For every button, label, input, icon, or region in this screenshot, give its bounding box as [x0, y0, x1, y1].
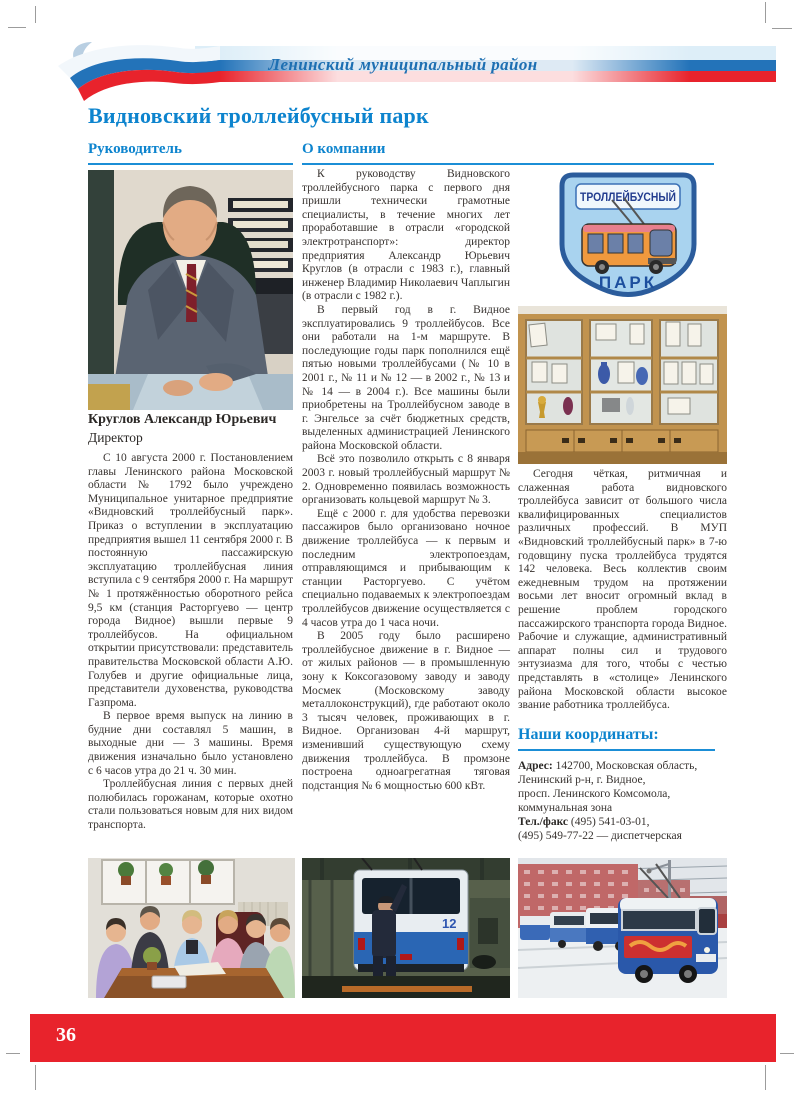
contact-phone-line: (495) 549-77-22 — диспетчерская — [518, 830, 682, 842]
logo-line1: ТРОЛЛЕЙБУСНЫЙ — [580, 190, 692, 204]
company-column-text — [302, 168, 510, 793]
paragraph: Сегодня чёткая, ритмичная и слаженная работа видновского троллейбуса зависит от большого числа квалифицированных специалистов различных профессий. В МУП «Видновский троллейбусный парк» в 7-ю годовщину пуска троллейбуса трудятся 142 человека. Весь коллектив своим ежедневным трудом на протяжении восьми лет вносит огромный вклад в решение проблем городского пассажирского транспорта города Видное. Рабочие и служащие, административный аппарат полны сил и трудового энтузиазма для того, чтобы с честью представлять в «столице» Ленинского района Московской области высокое звание работника троллейбуса. — [518, 468, 727, 712]
logo-line2: ПАРК — [598, 273, 658, 292]
director-name: Круглов Александр Юрьевич — [88, 412, 277, 427]
district-band-title: Ленинский муниципальный район — [268, 55, 538, 74]
leader-column-text — [88, 452, 293, 833]
section-header-leader: Руководитель — [88, 141, 293, 165]
paragraph: В первое время выпуск на линию в будние дни составлял 5 машин, в выходные дни — 3 машины. Время движения изначально было установлено с 6 часов утра до 21 ч. 30 мин. — [88, 710, 293, 777]
page-title: Видновский троллейбусный парк — [88, 103, 429, 128]
contacts-section — [518, 726, 727, 843]
page-number: 36 — [56, 1024, 76, 1046]
crop-mark — [8, 27, 26, 28]
contact-address-line: Адрес: 142700, Московская область, — [518, 760, 698, 772]
director-photo — [88, 170, 293, 410]
crop-mark — [35, 6, 36, 23]
contacts-header: Наши координаты: — [518, 726, 715, 751]
today-column-text — [518, 468, 727, 713]
section-header-company: О компании — [302, 141, 714, 165]
awards-cabinet-photo — [518, 306, 727, 464]
crop-mark — [6, 1053, 20, 1054]
crop-mark — [772, 28, 792, 29]
contact-address-line: просп. Ленинского Комсомола, — [518, 788, 671, 800]
director-role: Директор — [88, 430, 143, 445]
contact-address-line: Ленинский р-н, г. Видное, — [518, 774, 646, 786]
crop-mark — [765, 2, 766, 23]
contact-address-line: коммунальная зона — [518, 802, 613, 814]
trolleybus-park-logo — [552, 170, 704, 302]
paragraph: В 2005 году было расширено троллейбусное движение в г. Видное — от жилых районов — в промышленную зону к Коксогазовому заводу и заводу Мосмек (Московскому заводу металлоконструкций), где работают около 3 тысяч человек, проживающих в г. Видное. Организован 4-й маршрут, изменивший существующую схему движения троллейбуса. В промзоне построена одноагрегатная тяговая подстанция № 6 мощностью 600 кВт. — [302, 630, 510, 792]
crop-mark — [765, 1065, 766, 1090]
crop-mark — [35, 1065, 36, 1090]
paragraph: Ещё с 2000 г. для удобства перевозки пассажиров было организовано ночное движение троллейбуса — к первым и последним электропоездам, отправляющимся и прибывающим к станции Расторгуево. С учётом специально подаваемых к электропоездам троллейбусов движение осуществляется с 4 часов утра до 1 часа ночи. — [302, 507, 510, 629]
footer-band — [30, 1014, 776, 1062]
trolleybus-fleet-photo — [518, 858, 727, 998]
staff-group-photo — [88, 858, 295, 998]
contact-phone-line: Тел./факс (495) 541-03-01, — [518, 816, 650, 828]
paragraph: В первый год в г. Видное эксплуатировались 9 троллейбусов. Все они работали на 1-м маршруте. В последующие годы парк пополнился ещё пятью новыми троллейбусами (№ 10 в 2001 г., № 11 и № 12 — в 2002 г., № 13 и № 14 — в 2004 г.). Все машины были приобретены на Троллейбусном заводе в г. Энгельсе за счёт бюджетных средств, выделенных администрацией Ленинского района Московской области. — [302, 303, 510, 452]
depot-trolleybus-photo — [302, 858, 510, 998]
bus-number-label: 12 — [442, 916, 457, 931]
paragraph: К руководству Видновского троллейбусного парка с первого дня пришли технически грамотные специалисты, в течение многих лет проработавшие в отрасли «городской электротранспорт»: директор предприятия Александр Юрьевич Круглов (в отрасли с 1983 г.), главный инженер Владимир Николаевич Чаплыгин (в отрасли с 1982 г.). — [302, 168, 510, 303]
header-flag-ribbon — [30, 40, 776, 106]
paragraph: Всё это позволило открыть с 8 января 2003 г. новый троллейбусный маршрут № 2. Одновременно появилась возможность организовать кольцевой маршрут № 3. — [302, 453, 510, 507]
crop-mark — [780, 1053, 794, 1054]
paragraph: Троллейбусная линия с первых дней полюбилась горожанам, которые охотно стали пользоваться новым для них видом транспорта. — [88, 778, 293, 832]
paragraph: С 10 августа 2000 г. Постановлением главы Ленинского района Московской области № 1792 было учреждено Муниципальное унитарное предприятие «Видновский троллейбусный парк». Приказ о вступлении в эксплуатацию предприятия вышел 11 сентября 2000 г. В постоянную пассажирскую эксплуатацию троллейбусная линия вступила с 9 сентября 2000 г. На маршрут № 1 протяжённостью оборотного рейса 9,5 км (станция Расторгуево — центр города Видное) вышли первые 9 троллейбусов. На официальном открытии присутствовали: представитель правительства Московской области А.Ю. Голубев и другие официальные лица, представители духовенства, руководства Газпрома. — [88, 452, 293, 709]
